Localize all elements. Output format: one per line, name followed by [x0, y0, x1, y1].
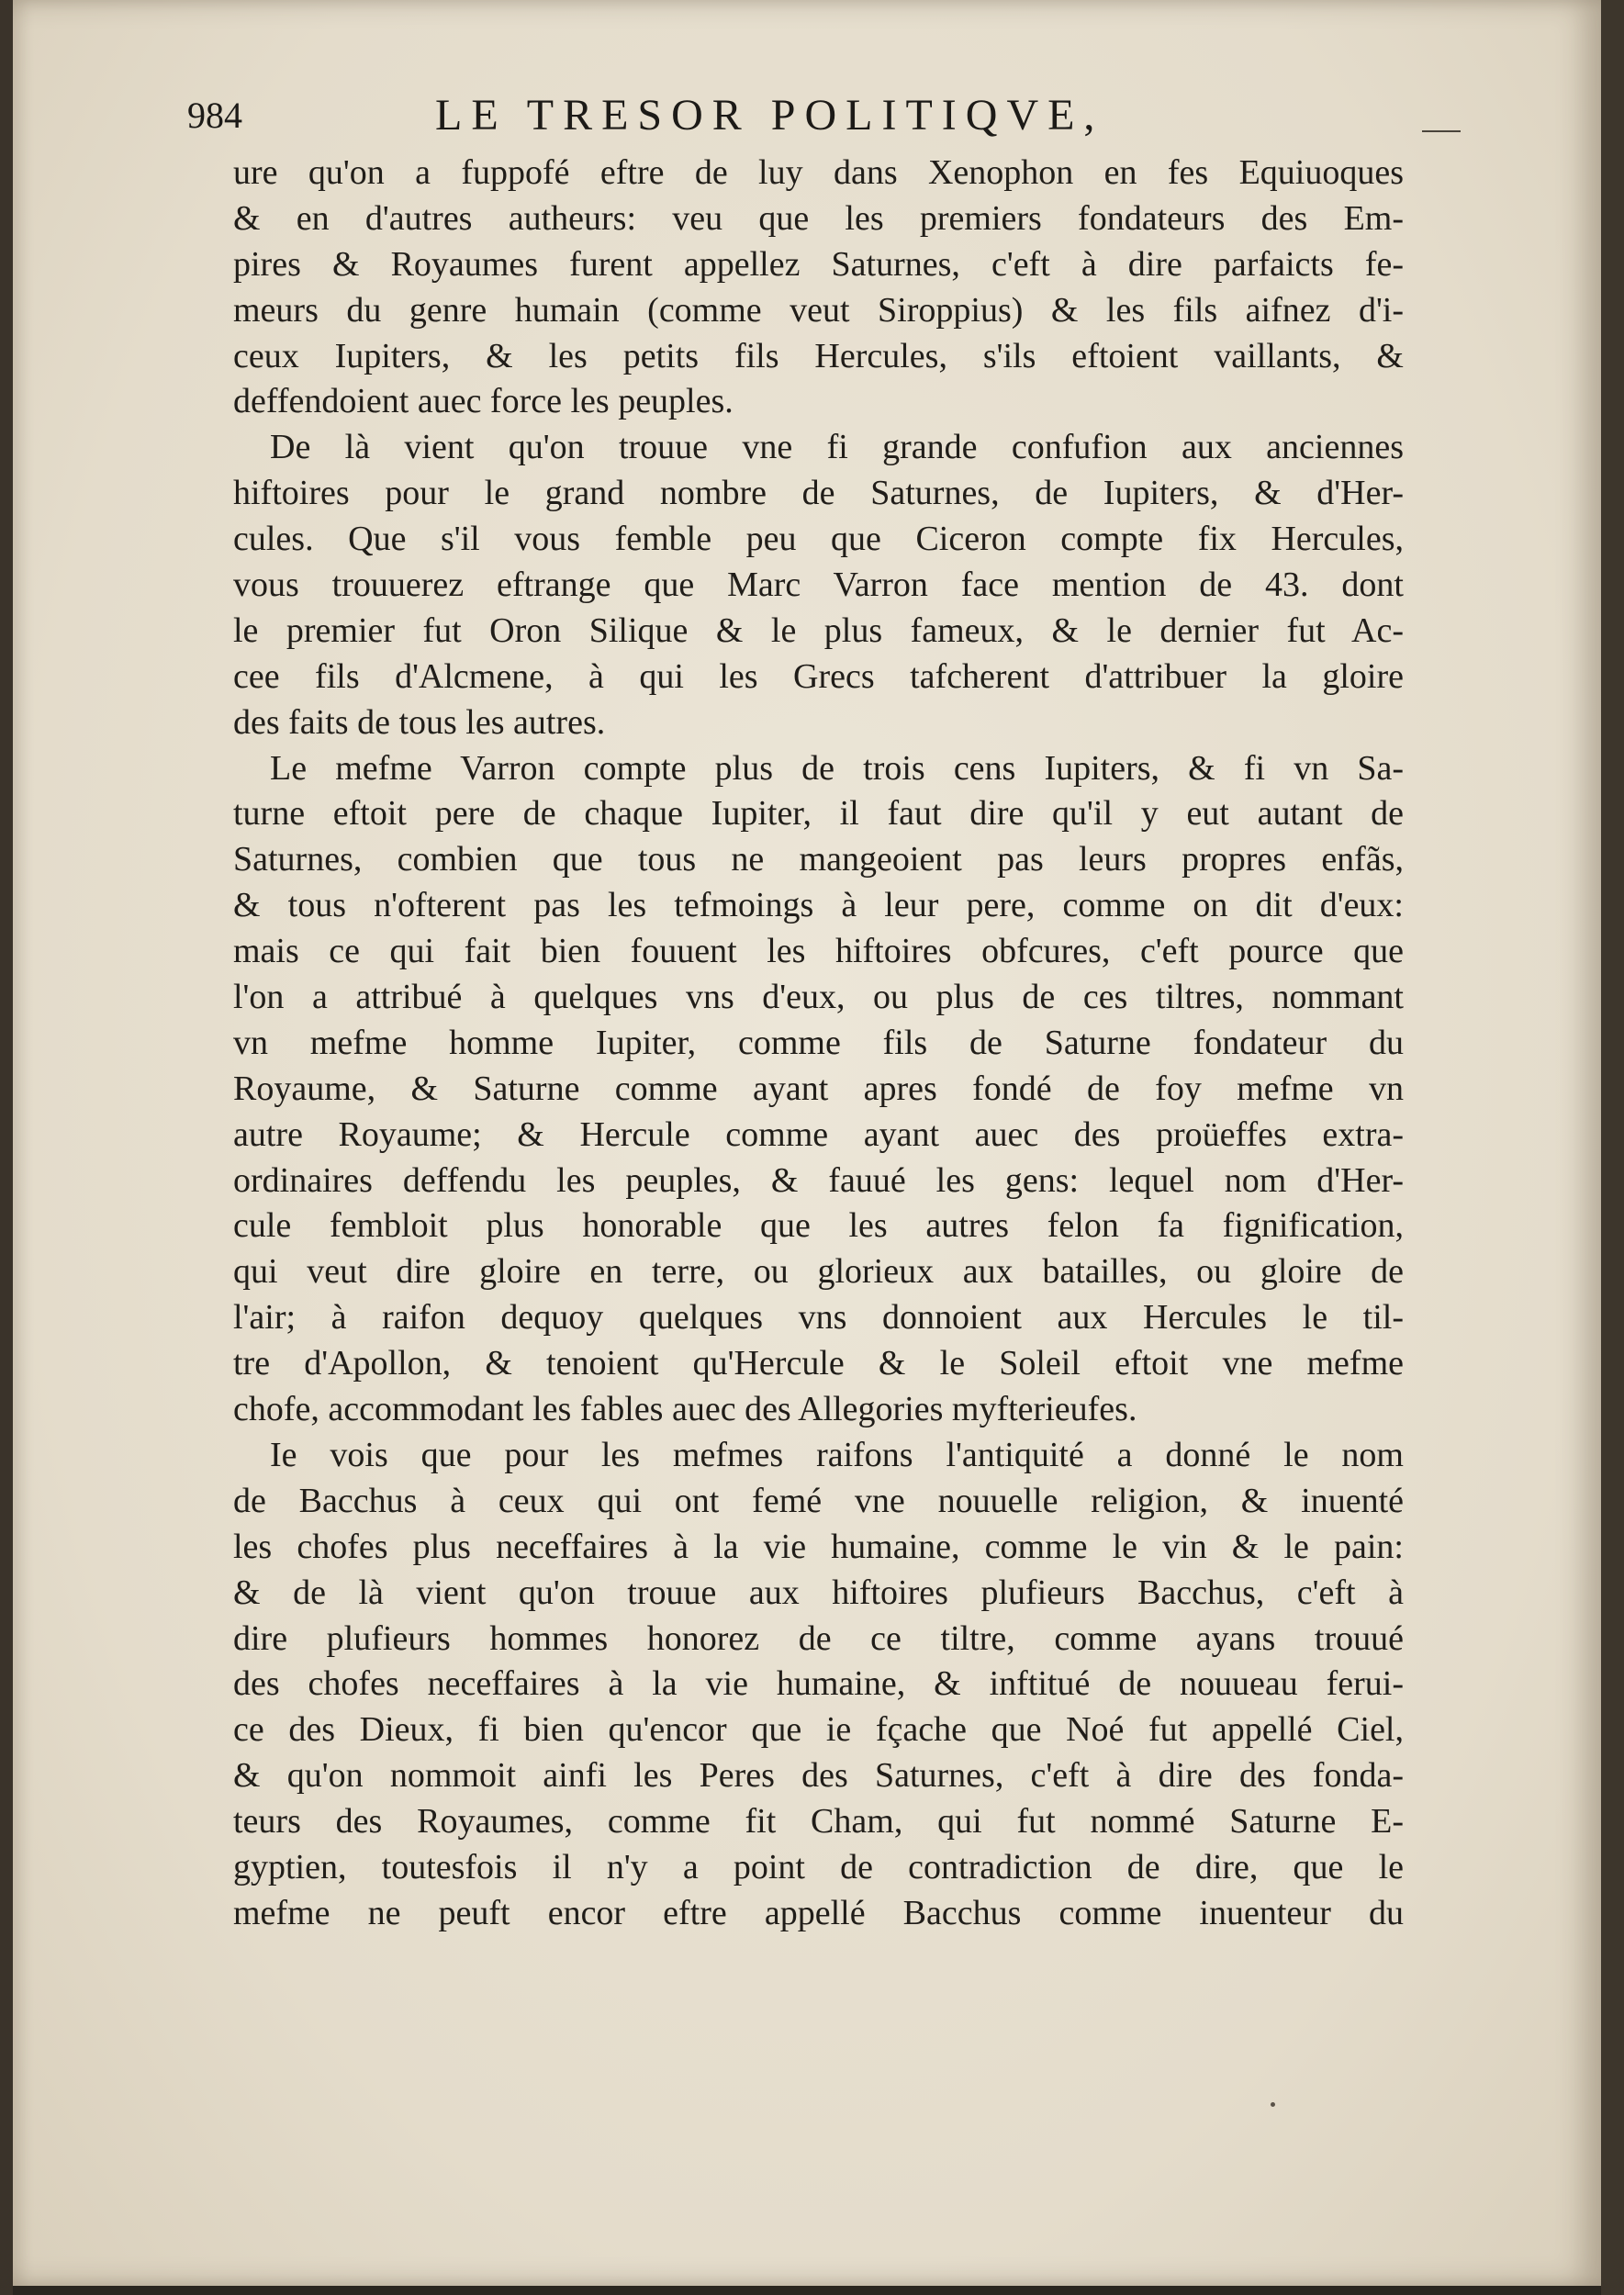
paragraph-start-line: Ie vois que pour les mefmes raifons l'antiquité a donné le nom [270, 1435, 1404, 1474]
text-line: le premier fut Oron Silique & le plus fameux, & le dernier fut Ac- [233, 610, 1404, 650]
text-line: mais ce qui fait bien fouuent les hiftoires obfcures, c'eft pource que [233, 932, 1404, 971]
header-rule-mark [1422, 130, 1461, 132]
text-line: l'on a attribué à quelques vns d'eux, ou plus de ces tiltres, nommant [233, 978, 1404, 1017]
text-line: hiftoires pour le grand nombre de Saturnes, de Iupiters, & d'Her- [233, 474, 1404, 513]
text-line: & de là vient qu'on trouue aux hiftoires plufieurs Bacchus, c'eft à [233, 1573, 1404, 1612]
text-line: autre Royaume; & Hercule comme ayant auec des proüeffes extra- [233, 1114, 1404, 1154]
text-line: cule fembloit plus honorable que les autres felon fa fignification, [233, 1206, 1404, 1246]
text-line: ceux Iupiters, & les petits fils Hercules, s'ils eftoient vaillants, & [233, 336, 1404, 375]
text-line: l'air; à raifon dequoy quelques vns donnoient aux Hercules le til- [233, 1298, 1404, 1338]
text-line: & en d'autres autheurs: veu que les premiers fondateurs des Em- [233, 198, 1404, 238]
text-line: vn mefme homme Iupiter, comme fils de Saturne fondateur du [233, 1023, 1404, 1062]
running-title: LE TRESOR POLITIQVE, [435, 91, 1104, 140]
text-line: tre d'Apollon, & tenoient qu'Hercule & le Soleil eftoit vne mefme [233, 1344, 1404, 1383]
text-line: teurs des Royaumes, comme fit Cham, qui fut nommé Saturne E- [233, 1802, 1404, 1842]
text-line: cee fils d'Alcmene, à qui les Grecs tafcherent d'attribuer la gloire [233, 656, 1404, 696]
text-line: deffendoient auec force les peuples. [233, 382, 734, 421]
text-line: ce des Dieux, fi bien qu'encor que ie fçache que Noé fut appellé Ciel, [233, 1710, 1404, 1750]
text-line: ure qu'on a fuppofé eftre de luy dans Xenophon en fes Equiuoques [233, 153, 1404, 192]
text-line: & qu'on nommoit ainfi les Peres des Saturnes, c'eft à dire des fonda- [233, 1756, 1404, 1796]
text-line: des faits de tous les autres. [233, 702, 606, 742]
text-line: gyptien, toutesfois il n'y a point de contradiction de dire, que le [233, 1847, 1404, 1886]
page-edge [1601, 0, 1624, 2295]
text-line: des chofes neceffaires à la vie humaine, & inftitué de nouueau ferui- [233, 1664, 1404, 1704]
text-line: turne eftoit pere de chaque Iupiter, il faut dire qu'il y eut autant de [233, 794, 1404, 834]
text-line: cules. Que s'il vous femble peu que Ciceron compte fix Hercules, [233, 520, 1404, 559]
text-line: ordinaires deffendu les peuples, & fauué les gens: lequel nom d'Her- [233, 1160, 1404, 1200]
text-line: les chofes plus neceffaires à la vie humaine, comme le vin & le pain: [233, 1527, 1404, 1566]
page-header [187, 84, 1417, 149]
paragraph-start-line: Le mefme Varron compte plus de trois cens Iupiters, & fi vn Sa- [270, 748, 1404, 788]
text-line: meurs du genre humain (comme veut Siroppius) & les fils aifnez d'i- [233, 290, 1404, 330]
ink-speck [1271, 2102, 1275, 2107]
page-number: 984 [187, 95, 242, 136]
text-line: vous trouuerez eftrange que Marc Varron face mention de 43. dont [233, 565, 1404, 605]
body-text [233, 151, 1404, 1937]
text-line: Royaume, & Saturne comme ayant apres fondé de foy mefme vn [233, 1069, 1404, 1108]
binding-shadow [0, 0, 13, 2295]
text-line: mefme ne peuft encor eftre appellé Bacchus comme inuenteur du [233, 1893, 1404, 1932]
text-line: chofe, accommodant les fables auec des Allegories myfterieufes. [233, 1390, 1137, 1429]
text-line: qui veut dire gloire en terre, ou glorieux aux batailles, ou gloire de [233, 1252, 1404, 1292]
text-line: de Bacchus à ceux qui ont femé vne nouuelle religion, & inuenté [233, 1481, 1404, 1520]
text-line: dire plufieurs hommes honorez de ce tiltre, comme ayans trouué [233, 1618, 1404, 1658]
text-line: pires & Royaumes furent appellez Saturnes, c'eft à dire parfaicts fe- [233, 244, 1404, 284]
paragraph-start-line: De là vient qu'on trouue vne fi grande confufion aux anciennes [270, 428, 1404, 467]
text-line: & tous n'ofterent pas les tefmoings à leur pere, comme on dit d'eux: [233, 886, 1404, 925]
text-line: Saturnes, combien que tous ne mangeoient pas leurs propres enfãs, [233, 840, 1404, 879]
book-page [13, 0, 1601, 2286]
